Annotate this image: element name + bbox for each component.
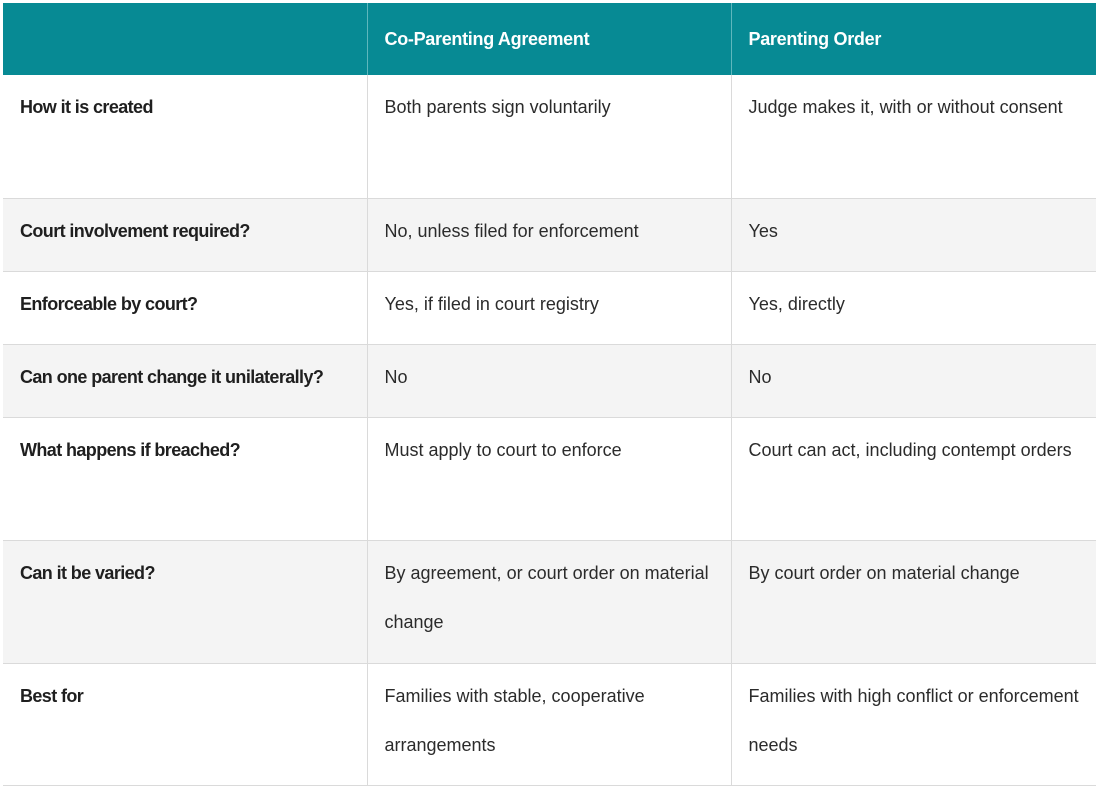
order-cell: Judge makes it, with or without consent <box>731 75 1096 198</box>
agreement-cell: Both parents sign voluntarily <box>367 75 731 198</box>
header-co-parenting-agreement: Co-Parenting Agreement <box>367 3 731 75</box>
table-row <box>3 198 1096 271</box>
order-cell: No <box>731 344 1096 417</box>
table-row <box>3 540 1096 663</box>
header-row <box>3 3 1096 75</box>
agreement-cell: Yes, if filed in court registry <box>367 271 731 344</box>
header-parenting-order: Parenting Order <box>731 3 1096 75</box>
header-empty-cell <box>3 3 367 75</box>
agreement-cell: Families with stable, cooperative arrangements <box>367 663 731 785</box>
row-label: Can one parent change it unilaterally? <box>3 344 367 417</box>
agreement-cell: No, unless filed for enforcement <box>367 198 731 271</box>
agreement-cell: Must apply to court to enforce <box>367 417 731 540</box>
row-label: What happens if breached? <box>3 417 367 540</box>
table-row <box>3 75 1096 198</box>
agreement-cell: No <box>367 344 731 417</box>
comparison-table-container <box>3 3 1096 786</box>
agreement-cell: By agreement, or court order on material change <box>367 540 731 663</box>
table-row <box>3 663 1096 785</box>
table-body <box>3 75 1096 785</box>
order-cell: Yes, directly <box>731 271 1096 344</box>
order-cell: By court order on material change <box>731 540 1096 663</box>
row-label: Best for <box>3 663 367 785</box>
table-row <box>3 271 1096 344</box>
table-header <box>3 3 1096 75</box>
order-cell: Families with high conflict or enforcement needs <box>731 663 1096 785</box>
table-row <box>3 344 1096 417</box>
row-label: Court involvement required? <box>3 198 367 271</box>
row-label: How it is created <box>3 75 367 198</box>
order-cell: Yes <box>731 198 1096 271</box>
comparison-table <box>3 3 1096 786</box>
row-label: Enforceable by court? <box>3 271 367 344</box>
table-row <box>3 417 1096 540</box>
row-label: Can it be varied? <box>3 540 367 663</box>
order-cell: Court can act, including contempt orders <box>731 417 1096 540</box>
